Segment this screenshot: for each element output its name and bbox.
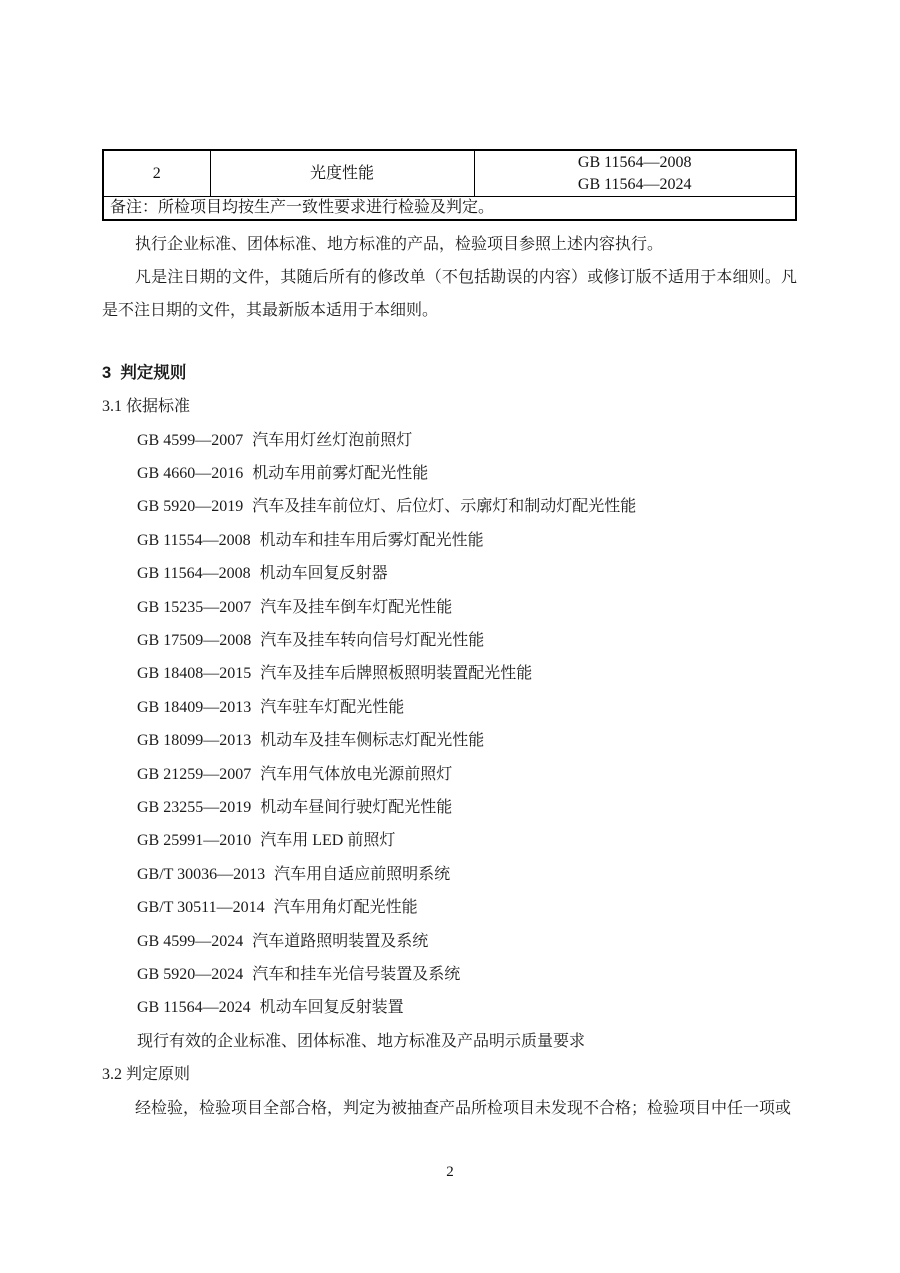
standard-item [102, 691, 797, 724]
standard-code: GB 17509—2008 [137, 631, 252, 649]
standard-code: GB 21259—2007 [137, 765, 252, 783]
paragraph-dated-documents: 凡是注日期的文件，其随后所有的修改单（不包括勘误的内容）或修订版不适用于本细则。凡是不注日期的文件，其最新版本适用于本细则。 [102, 268, 797, 320]
standard-code: GB 18408—2015 [137, 665, 252, 683]
standard-item [102, 891, 797, 924]
standard-title: 汽车道路照明装置及系统 [252, 932, 429, 950]
standard-title: 汽车和挂车光信号装置及系统 [252, 966, 461, 984]
standard-item [102, 1025, 797, 1058]
standard-code: GB/T 30511—2014 [137, 899, 265, 917]
standard-item [102, 591, 797, 624]
standard-title: 汽车及挂车倒车灯配光性能 [260, 598, 453, 616]
standard-title: 汽车用自适应前照明系统 [274, 865, 451, 883]
page-content [102, 149, 797, 1125]
standard-title: 机动车回复反射器 [259, 565, 388, 583]
standard-title: 机动车回复反射装置 [259, 999, 404, 1017]
standard-item [102, 758, 797, 791]
standard-title: 汽车用灯丝灯泡前照灯 [252, 431, 413, 449]
standard-item [102, 424, 797, 457]
standard-title: 汽车及挂车转向信号灯配光性能 [260, 631, 485, 649]
standard-code: GB 18409—2013 [137, 698, 252, 716]
standard-item [102, 557, 797, 590]
standard-title: 汽车驻车灯配光性能 [260, 698, 405, 716]
standard-item [102, 624, 797, 657]
standard-code: GB/T 30036—2013 [137, 865, 266, 883]
standard-item [102, 925, 797, 958]
standard-code: GB 5920—2019 [137, 498, 244, 516]
standard-code: GB 4660—2016 [137, 464, 244, 482]
inspection-items-table [102, 149, 797, 221]
standard-title: 现行有效的企业标准、团体标准、地方标准及产品明示质量要求 [137, 1032, 586, 1050]
paragraph-execution: 执行企业标准、团体标准、地方标准的产品，检验项目参照上述内容执行。 [135, 235, 664, 253]
standard-title: 汽车及挂车后牌照板照明装置配光性能 [260, 665, 533, 683]
page-number: 2 [446, 1164, 454, 1180]
standard-item [102, 791, 797, 824]
item-standards-cell [474, 150, 796, 197]
standard-code: GB 11564—2024 [137, 999, 251, 1017]
standard-item [102, 657, 797, 690]
standard-code: GB 11564—2008 [137, 565, 251, 583]
standard-title: 汽车用角灯配光性能 [273, 899, 418, 917]
standard-item [102, 958, 797, 991]
standard-item [102, 991, 797, 1024]
standard-title: 机动车昼间行驶灯配光性能 [260, 799, 453, 816]
standard-title: 机动车和挂车用后雾灯配光性能 [259, 531, 484, 549]
item-name-cell: 光度性能 [210, 150, 474, 197]
item-standard-line: GB 11564—2008 [577, 154, 692, 171]
standard-title: 汽车用 LED 前照灯 [260, 832, 396, 850]
paragraph-judgement: 经检验，检验项目全部合格，判定为被抽查产品所检项目未发现不合格；检验项目中任一项或 [135, 1099, 792, 1117]
table-row-item [103, 150, 796, 197]
standard-code: GB 18099—2013 [137, 732, 252, 750]
standard-code: GB 5920—2024 [137, 966, 244, 984]
standards-list [102, 424, 797, 1059]
item-number-cell: 2 [103, 150, 210, 197]
standard-item [102, 858, 797, 891]
section-3-2-heading: 3.2 判定原则 [102, 1066, 191, 1084]
table-note-cell: 备注：所检项目均按生产一致性要求进行检验及判定。 [103, 197, 796, 220]
standard-item [102, 490, 797, 523]
section-3-1-heading: 3.1 依据标准 [102, 398, 191, 416]
standard-title: 汽车用气体放电光源前照灯 [260, 765, 453, 783]
standard-code: GB 25991—2010 [137, 832, 252, 850]
standard-title: 机动车用前雾灯配光性能 [252, 464, 429, 482]
standard-code: GB 11554—2008 [137, 531, 251, 549]
standard-item [102, 524, 797, 557]
standard-code: GB 15235—2007 [137, 598, 252, 616]
standard-code: GB 4599—2024 [137, 932, 244, 950]
section-3-heading: 3 判定规则 [102, 363, 187, 382]
standard-title: 机动车及挂车侧标志灯配光性能 [260, 732, 485, 750]
item-standard-line: GB 11564—2024 [577, 175, 692, 193]
standard-title: 汽车及挂车前位灯、后位灯、示廓灯和制动灯配光性能 [252, 498, 637, 516]
standard-code: GB 23255—2019 [137, 799, 252, 816]
standard-item [102, 457, 797, 490]
standard-item [102, 824, 797, 857]
standard-item [102, 724, 797, 757]
table-row-note [103, 197, 796, 220]
standard-code: GB 4599—2007 [137, 431, 244, 449]
